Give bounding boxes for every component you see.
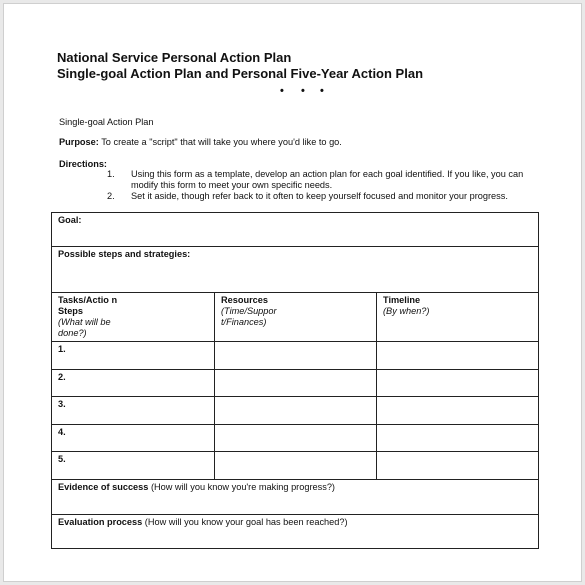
evidence-hint: (How will you know you're making progress?) [148,482,335,492]
steps-cell[interactable] [52,247,539,293]
task-cell[interactable] [52,397,215,425]
column-subtitle: (What will be done?) [58,317,111,338]
evidence-row [52,480,539,515]
purpose-label: Purpose: [59,137,99,147]
column-header-row [52,293,539,342]
direction-text: Using this form as a template, develop an action plan for each goal identified. If you like, you can modify this form to meet your own specific needs. [131,169,524,190]
section-heading: Single-goal Action Plan [59,117,154,127]
direction-number: 1. [107,169,115,179]
goal-cell[interactable] [52,213,539,247]
purpose-line [59,137,342,148]
directions-label: Directions: [59,159,107,169]
timeline-cell[interactable] [377,425,539,452]
direction-number: 2. [107,191,115,201]
column-title: Tasks/Actio n Steps [58,295,118,316]
column-title: Resources [221,295,268,305]
column-subtitle: (By when?) [383,306,430,316]
table-row [52,342,539,370]
resources-cell[interactable] [215,370,377,397]
task-cell[interactable] [52,342,215,370]
resources-cell[interactable] [215,452,377,480]
row-number: 1. [58,344,66,354]
task-cell[interactable] [52,370,215,397]
evidence-cell[interactable] [52,480,539,515]
bullet-1: • [280,85,284,97]
goal-row [52,213,539,247]
table-row [52,370,539,397]
column-header-timeline [377,293,539,342]
resources-cell[interactable] [215,342,377,370]
row-number: 2. [58,372,66,382]
evidence-label: Evidence of success [58,482,149,492]
separator-bullets [280,84,340,98]
timeline-cell[interactable] [377,342,539,370]
document-title: National Service Personal Action Plan [57,50,292,65]
evaluation-hint: (How will you know your goal has been reached?) [142,517,348,527]
table-row [52,397,539,425]
row-number: 5. [58,454,66,464]
column-header-resources [215,293,377,342]
evaluation-cell[interactable] [52,515,539,549]
resources-cell[interactable] [215,425,377,452]
task-cell[interactable] [52,425,215,452]
table-row [52,452,539,480]
row-number: 4. [58,427,66,437]
timeline-cell[interactable] [377,452,539,480]
column-header-tasks [52,293,215,342]
column-subtitle: (Time/Suppor t/Finances) [221,306,277,327]
direction-text: Set it aside, though refer back to it often to keep yourself focused and monitor your progress. [131,191,508,201]
bullet-2: • [301,85,305,97]
column-title: Timeline [383,295,421,305]
evaluation-row [52,515,539,549]
steps-row [52,247,539,293]
purpose-text: To create a "script" that will take you where you'd like to go. [98,137,342,147]
evaluation-label: Evaluation process [58,517,143,527]
goal-label: Goal: [58,215,82,225]
resources-cell[interactable] [215,397,377,425]
document-subtitle: Single-goal Action Plan and Personal Five-Year Action Plan [57,66,424,81]
timeline-cell[interactable] [377,370,539,397]
table-row [52,425,539,452]
bullet-3: • [320,85,324,97]
document-page [3,3,582,582]
timeline-cell[interactable] [377,397,539,425]
task-cell[interactable] [52,452,215,480]
action-plan-table [51,212,539,549]
row-number: 3. [58,399,66,409]
steps-label: Possible steps and strategies: [58,249,191,259]
